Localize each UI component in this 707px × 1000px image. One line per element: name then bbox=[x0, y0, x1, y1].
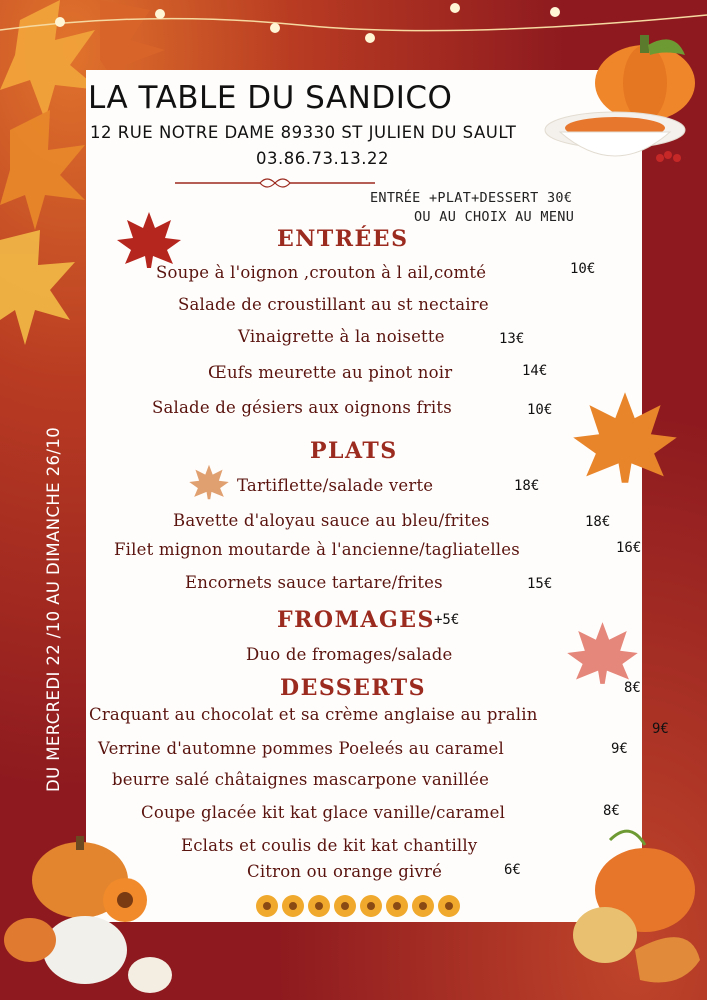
sunflower-icon bbox=[254, 893, 464, 919]
dish-price: 16€ bbox=[616, 540, 642, 556]
dish-name: Filet mignon moutarde à l'ancienne/tagliatelles bbox=[114, 540, 520, 559]
restaurant-phone: 03.86.73.13.22 bbox=[256, 149, 389, 168]
dish-price: 6€ bbox=[504, 862, 521, 878]
dish-price: 18€ bbox=[514, 478, 540, 494]
dish-price: 9€ bbox=[652, 721, 669, 737]
dish-name: Eclats et coulis de kit kat chantilly bbox=[181, 836, 478, 855]
pumpkin-icon bbox=[550, 820, 707, 1000]
date-range-vertical: DU MERCREDI 22 /10 AU DIMANCHE 26/10 bbox=[44, 426, 63, 792]
dish-name: Salade de croustillant au st nectaire bbox=[178, 295, 489, 314]
restaurant-address: 12 RUE NOTRE DAME 89330 ST JULIEN DU SAULT bbox=[90, 123, 517, 142]
formula-line-2: OU AU CHOIX AU MENU bbox=[414, 209, 575, 225]
dish-name: Vinaigrette à la noisette bbox=[238, 327, 445, 346]
maple-leaf-icon bbox=[565, 618, 640, 688]
dish-name: Citron ou orange givré bbox=[247, 862, 443, 881]
dish-name: beurre salé châtaignes mascarpone vanillée bbox=[112, 770, 490, 789]
dish-price: 15€ bbox=[527, 576, 553, 592]
dish-name: Coupe glacée kit kat glace vanille/caramel bbox=[141, 803, 506, 822]
dish-name: Soupe à l'oignon ,crouton à l ail,comté bbox=[156, 263, 487, 282]
pumpkin-icon bbox=[0, 800, 180, 1000]
dish-price: 13€ bbox=[499, 331, 525, 347]
dish-name: Craquant au chocolat et sa crème anglaise au pralin bbox=[89, 705, 538, 724]
dish-name: Œufs meurette au pinot noir bbox=[208, 363, 453, 382]
dish-name: Tartiflette/salade verte bbox=[237, 476, 434, 495]
fromages-supplement: +5€ bbox=[434, 612, 460, 628]
maple-leaf-icon bbox=[188, 463, 230, 501]
dish-price: 9€ bbox=[611, 741, 628, 757]
section-title-desserts: DESSERTS bbox=[280, 675, 427, 701]
restaurant-title: LA TABLE DU SANDICO bbox=[88, 80, 453, 116]
section-title-entrees: ENTRÉES bbox=[277, 226, 409, 252]
maple-leaf-icon bbox=[115, 210, 183, 270]
section-title-fromages: FROMAGES bbox=[277, 607, 435, 633]
dish-price: 10€ bbox=[570, 261, 596, 277]
divider-ornament-icon bbox=[175, 175, 375, 191]
dish-name: Duo de fromages/salade bbox=[246, 645, 453, 664]
dish-price: 14€ bbox=[522, 363, 548, 379]
dish-name: Bavette d'aloyau sauce au bleu/frites bbox=[173, 511, 490, 530]
dish-price: 18€ bbox=[585, 514, 611, 530]
dish-price: 10€ bbox=[527, 402, 553, 418]
dish-name: Verrine d'automne pommes Poeleés au caramel bbox=[98, 739, 504, 758]
section-title-plats: PLATS bbox=[310, 438, 398, 464]
maple-leaf-icon bbox=[570, 385, 680, 490]
formula-line-1: ENTRÉE +PLAT+DESSERT 30€ bbox=[370, 190, 573, 206]
dish-name: Salade de gésiers aux oignons frits bbox=[152, 398, 452, 417]
dish-name: Encornets sauce tartare/frites bbox=[185, 573, 443, 592]
dish-price: 8€ bbox=[603, 803, 620, 819]
soup-bowl-icon bbox=[540, 100, 690, 170]
dish-price: 8€ bbox=[624, 680, 641, 696]
